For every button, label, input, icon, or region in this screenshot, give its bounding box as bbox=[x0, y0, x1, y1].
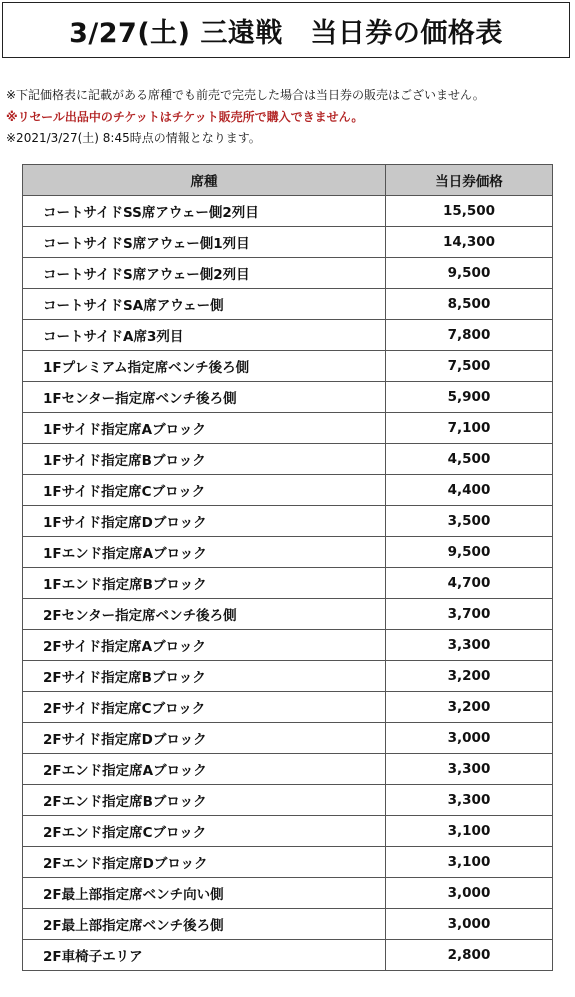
price-cell: 7,500 bbox=[386, 351, 553, 382]
seat-type-cell: コートサイドS席アウェー側2列目 bbox=[23, 258, 386, 289]
seat-type-cell: コートサイドSA席アウェー側 bbox=[23, 289, 386, 320]
seat-type-cell: 1Fエンド指定席Bブロック bbox=[23, 568, 386, 599]
price-cell: 3,300 bbox=[386, 785, 553, 816]
table-row bbox=[23, 196, 553, 227]
seat-type-cell: 1Fプレミアム指定席ベンチ後ろ側 bbox=[23, 351, 386, 382]
table-row bbox=[23, 289, 553, 320]
table-row bbox=[23, 382, 553, 413]
table-row bbox=[23, 599, 553, 630]
notes-section bbox=[6, 85, 571, 150]
seat-type-cell: 1Fエンド指定席Aブロック bbox=[23, 537, 386, 568]
seat-type-cell: 1Fサイド指定席Aブロック bbox=[23, 413, 386, 444]
seat-type-cell: コートサイドSS席アウェー側2列目 bbox=[23, 196, 386, 227]
price-cell: 4,400 bbox=[386, 475, 553, 506]
price-cell: 3,100 bbox=[386, 847, 553, 878]
seat-type-cell: 2Fエンド指定席Bブロック bbox=[23, 785, 386, 816]
table-row bbox=[23, 258, 553, 289]
price-cell: 3,700 bbox=[386, 599, 553, 630]
seat-type-cell: 2Fエンド指定席Dブロック bbox=[23, 847, 386, 878]
seat-type-cell: 1Fセンター指定席ベンチ後ろ側 bbox=[23, 382, 386, 413]
price-cell: 8,500 bbox=[386, 289, 553, 320]
table-row bbox=[23, 816, 553, 847]
title-box bbox=[2, 2, 570, 58]
price-cell: 4,500 bbox=[386, 444, 553, 475]
price-cell: 3,000 bbox=[386, 878, 553, 909]
price-table-body bbox=[23, 196, 553, 971]
table-row bbox=[23, 506, 553, 537]
note-timestamp: ※2021/3/27(土) 8:45時点の情報となります。 bbox=[6, 131, 261, 145]
price-cell: 3,500 bbox=[386, 506, 553, 537]
table-row bbox=[23, 413, 553, 444]
note-sold-out: ※下記価格表に記載がある席種でも前売で完売した場合は当日券の販売はございません。 bbox=[6, 88, 485, 102]
table-row bbox=[23, 785, 553, 816]
seat-type-cell: 2Fサイド指定席Aブロック bbox=[23, 630, 386, 661]
price-cell: 5,900 bbox=[386, 382, 553, 413]
table-row bbox=[23, 537, 553, 568]
seat-type-cell: 2Fエンド指定席Cブロック bbox=[23, 816, 386, 847]
seat-type-cell: 2Fセンター指定席ベンチ後ろ側 bbox=[23, 599, 386, 630]
price-cell: 3,000 bbox=[386, 909, 553, 940]
price-cell: 14,300 bbox=[386, 227, 553, 258]
seat-type-cell: コートサイドS席アウェー側1列目 bbox=[23, 227, 386, 258]
table-row bbox=[23, 227, 553, 258]
seat-type-cell: 2Fエンド指定席Aブロック bbox=[23, 754, 386, 785]
table-row bbox=[23, 847, 553, 878]
table-row bbox=[23, 909, 553, 940]
seat-type-cell: 2Fサイド指定席Cブロック bbox=[23, 692, 386, 723]
price-cell: 7,800 bbox=[386, 320, 553, 351]
seat-type-cell: コートサイドA席3列目 bbox=[23, 320, 386, 351]
seat-type-cell: 2F最上部指定席ベンチ後ろ側 bbox=[23, 909, 386, 940]
price-cell: 7,100 bbox=[386, 413, 553, 444]
table-row bbox=[23, 940, 553, 971]
price-cell: 3,000 bbox=[386, 723, 553, 754]
note-resale: ※リセール出品中のチケットはチケット販売所で購入できません。 bbox=[6, 109, 364, 124]
price-cell: 3,100 bbox=[386, 816, 553, 847]
table-row bbox=[23, 754, 553, 785]
price-cell: 3,300 bbox=[386, 754, 553, 785]
table-row bbox=[23, 444, 553, 475]
seat-type-cell: 2Fサイド指定席Dブロック bbox=[23, 723, 386, 754]
table-row bbox=[23, 351, 553, 382]
price-cell: 3,200 bbox=[386, 661, 553, 692]
price-cell: 3,200 bbox=[386, 692, 553, 723]
price-cell: 15,500 bbox=[386, 196, 553, 227]
seat-type-cell: 1Fサイド指定席Bブロック bbox=[23, 444, 386, 475]
price-table bbox=[22, 164, 553, 971]
page-title: 3/27(土) 三遠戦 当日券の価格表 bbox=[69, 17, 503, 49]
table-row bbox=[23, 878, 553, 909]
header-price: 当日券価格 bbox=[386, 165, 553, 196]
seat-type-cell: 1Fサイド指定席Dブロック bbox=[23, 506, 386, 537]
header-seat-type: 席種 bbox=[23, 165, 386, 196]
seat-type-cell: 2F車椅子エリア bbox=[23, 940, 386, 971]
price-cell: 3,300 bbox=[386, 630, 553, 661]
seat-type-cell: 2F最上部指定席ベンチ向い側 bbox=[23, 878, 386, 909]
table-row bbox=[23, 692, 553, 723]
price-cell: 9,500 bbox=[386, 258, 553, 289]
table-row bbox=[23, 568, 553, 599]
table-row bbox=[23, 723, 553, 754]
price-cell: 2,800 bbox=[386, 940, 553, 971]
table-header-row bbox=[23, 165, 553, 196]
price-cell: 9,500 bbox=[386, 537, 553, 568]
price-cell: 4,700 bbox=[386, 568, 553, 599]
seat-type-cell: 1Fサイド指定席Cブロック bbox=[23, 475, 386, 506]
table-row bbox=[23, 630, 553, 661]
seat-type-cell: 2Fサイド指定席Bブロック bbox=[23, 661, 386, 692]
table-row bbox=[23, 320, 553, 351]
table-row bbox=[23, 475, 553, 506]
table-row bbox=[23, 661, 553, 692]
